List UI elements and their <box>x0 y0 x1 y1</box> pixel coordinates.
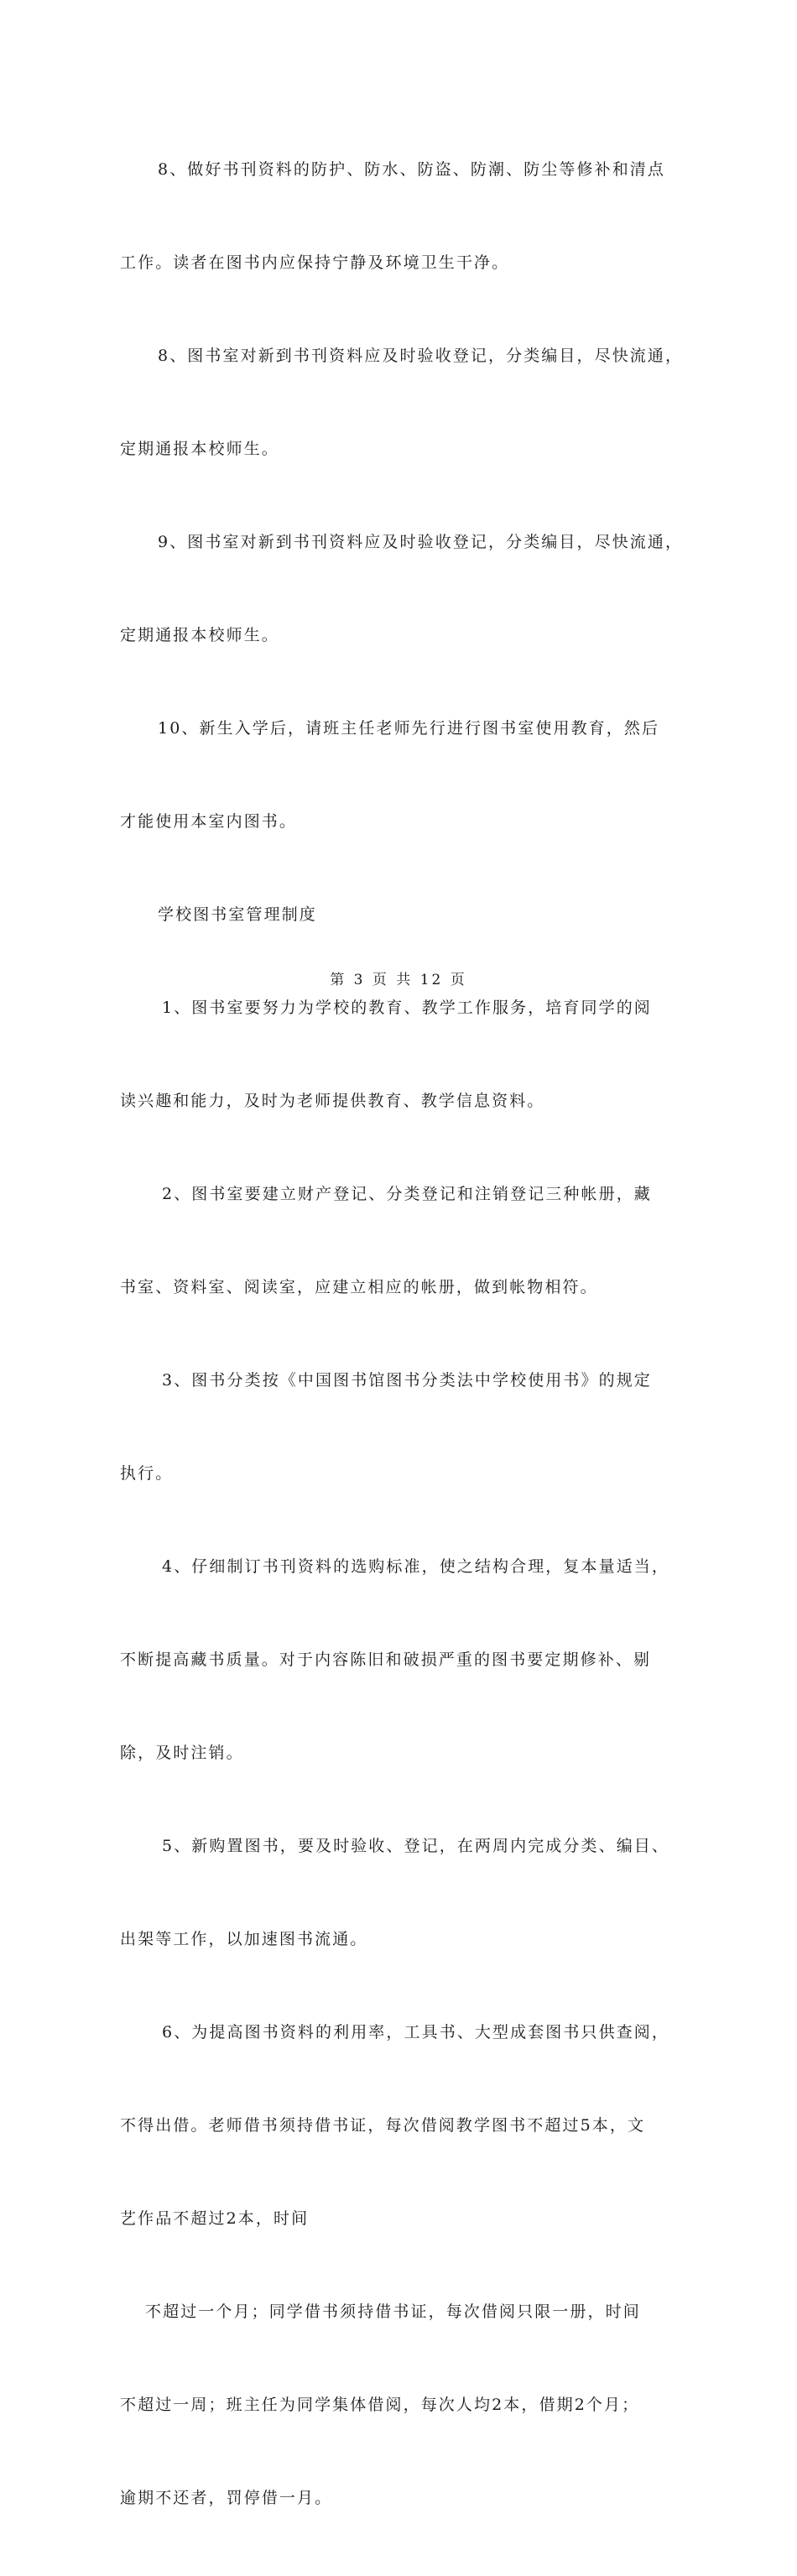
text-line: 不断提高藏书质量。对于内容陈旧和破损严重的图书要定期修补、剔 <box>120 1650 652 1669</box>
text-line: 8、做好书刊资料的防护、防水、防盗、防潮、防尘等修补和清点 <box>158 160 665 179</box>
text-line: 逾期不还者，罚停借一月。 <box>120 2489 333 2507</box>
text-line: 3、图书分类按《中国图书馆图书分类法中学校使用书》的规定 <box>162 1371 652 1390</box>
text-line: 1、图书室要努力为学校的教育、教学工作服务，培育同学的阅 <box>162 999 652 1017</box>
text-line: 出架等工作，以加速图书流通。 <box>120 1930 368 1948</box>
text-line: 定期通报本校师生。 <box>120 440 279 458</box>
text-line: 艺作品不超过2本，时间 <box>120 2209 310 2228</box>
text-line: 执行。 <box>120 1464 174 1483</box>
text-line: 不得出借。老师借书须持借书证，每次借阅教学图书不超过5本，文 <box>120 2116 646 2135</box>
text-line: 9、图书室对新到书刊资料应及时验收登记，分类编目，尽快流通， <box>158 533 684 551</box>
text-line: 读兴趣和能力，及时为老师提供教育、教学信息资料。 <box>120 1092 545 1110</box>
text-line: 8、图书室对新到书刊资料应及时验收登记，分类编目，尽快流通， <box>158 347 684 365</box>
text-line: 2、图书室要建立财产登记、分类登记和注销登记三种帐册，藏 <box>162 1185 652 1203</box>
document-body <box>120 92 690 2576</box>
text-line: 6、为提高图书资料的利用率，工具书、大型成套图书只供查阅， <box>162 2023 669 2042</box>
text-line: 10、新生入学后，请班主任老师先行进行图书室使用教育，然后 <box>158 719 660 738</box>
text-line: 不超过一周；班主任为同学集体借阅，每次人均2本，借期2个月； <box>120 2396 640 2414</box>
text-line: 书室、资料室、阅读室，应建立相应的帐册，做到帐物相符。 <box>120 1278 598 1296</box>
text-line: 4、仔细制订书刊资料的选购标准，使之结构合理，复本量适当， <box>162 1557 669 1576</box>
page-number-footer: 第 3 页 共 12 页 <box>330 972 467 988</box>
paragraph <box>120 92 690 2576</box>
text-line: 工作。读者在图书内应保持宁静及环境卫生干净。 <box>120 253 510 272</box>
text-line: 不超过一个月；同学借书须持借书证，每次借阅只限一册，时间 <box>145 2302 641 2321</box>
text-line: 定期通报本校师生。 <box>120 626 279 644</box>
text-line: 除，及时注销。 <box>120 1744 244 1762</box>
text-line: 5、新购置图书，要及时验收、登记，在两周内完成分类、编目、 <box>162 1837 669 1855</box>
text-line: 才能使用本室内图书。 <box>120 812 298 831</box>
section-heading: 学校图书室管理制度 <box>158 905 317 924</box>
